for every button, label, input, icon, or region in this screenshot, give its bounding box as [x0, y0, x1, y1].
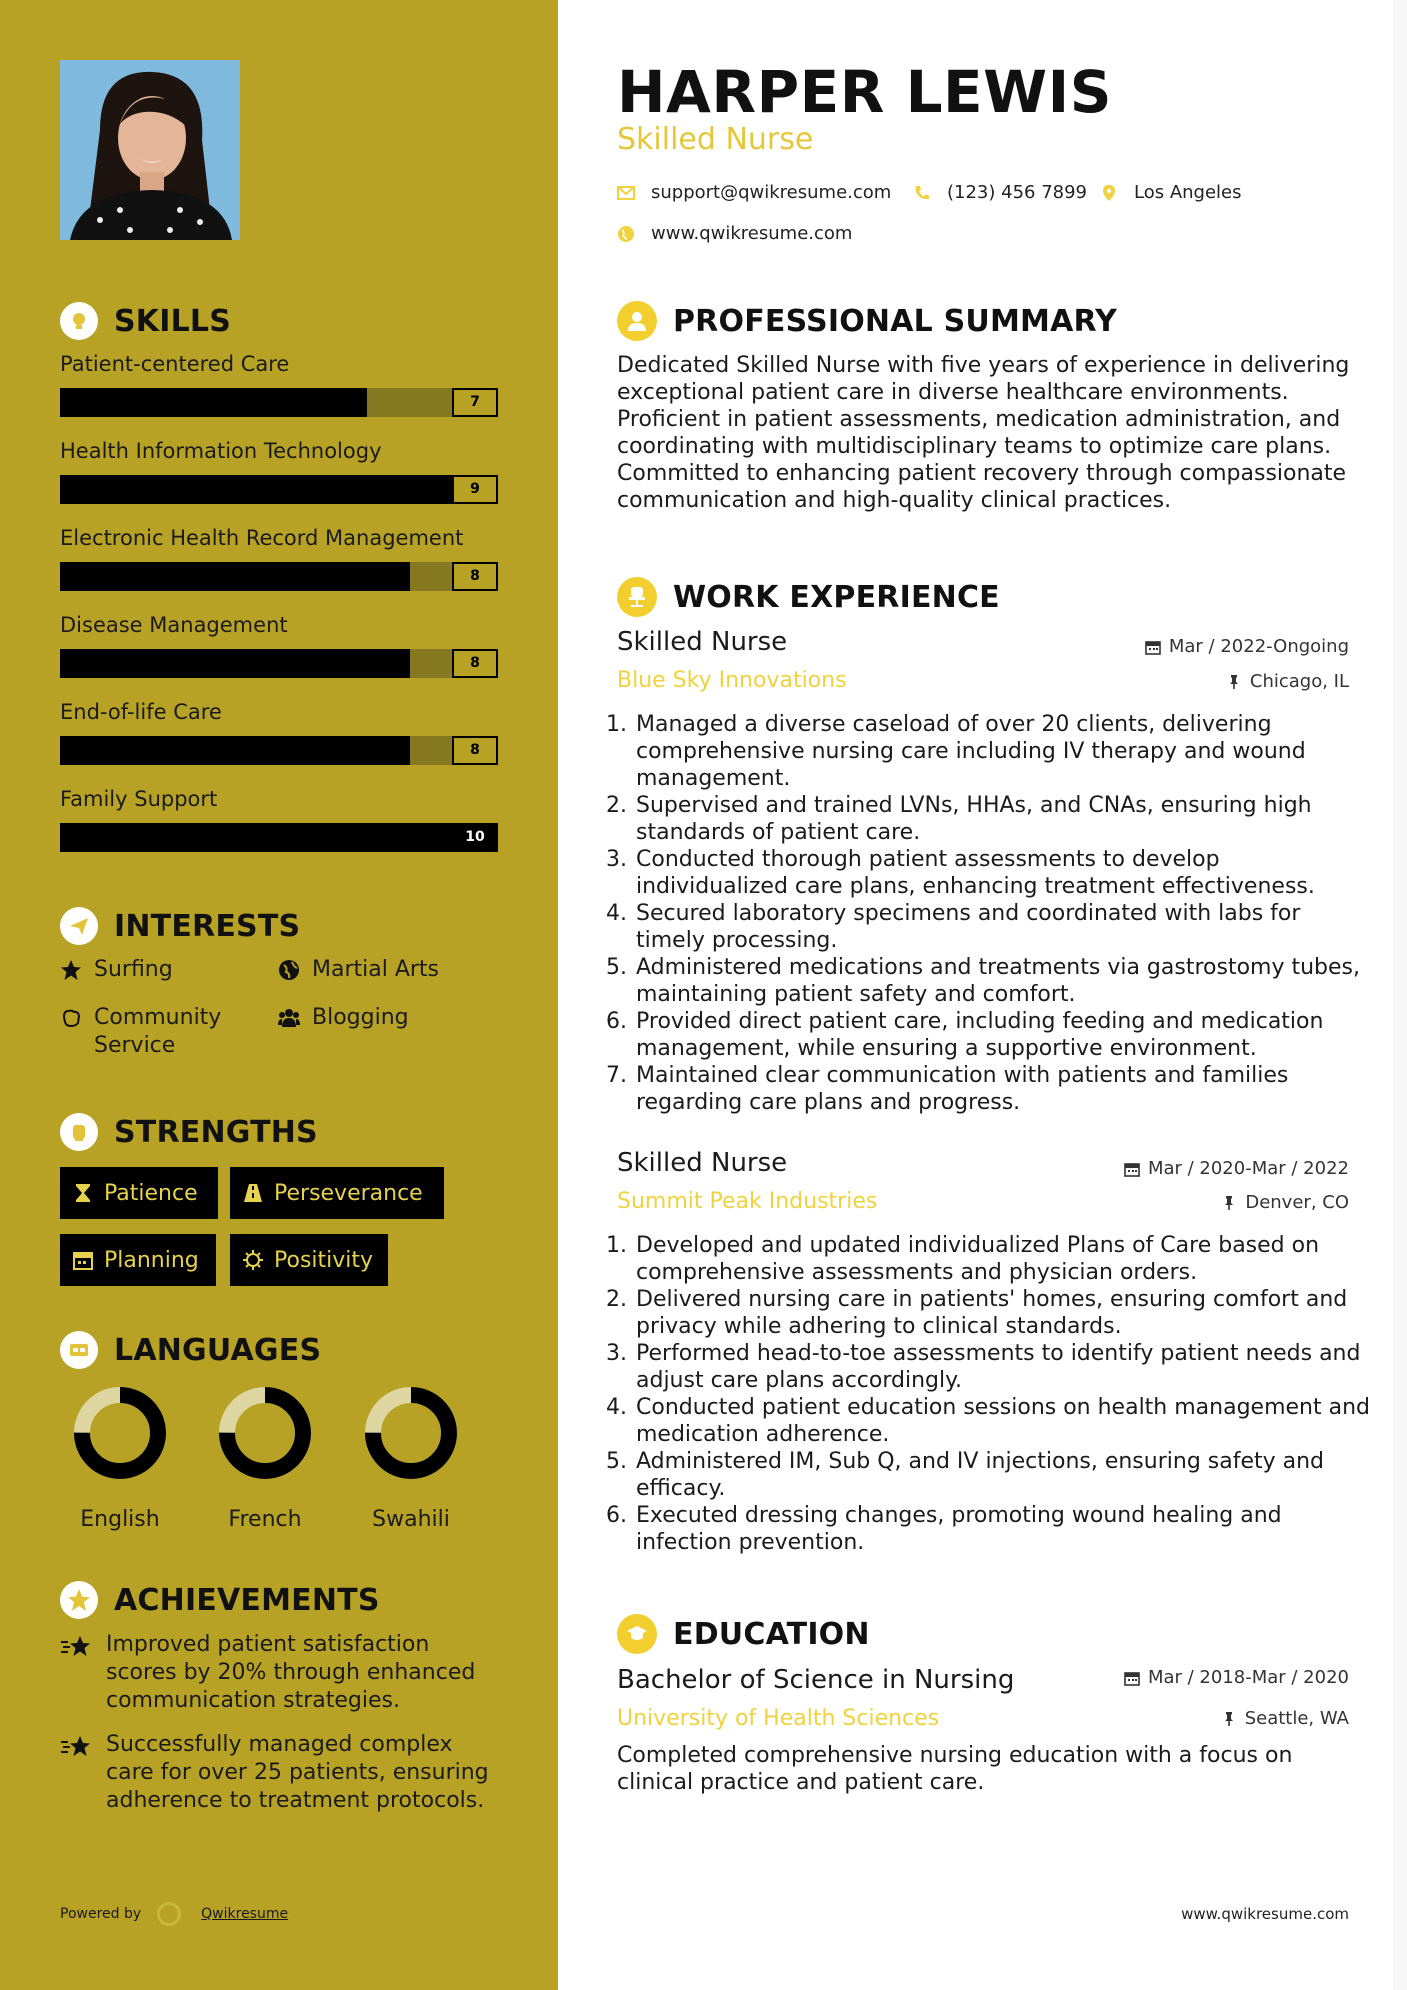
education-location	[1221, 1708, 1349, 1729]
phone-icon	[913, 184, 931, 202]
phone-text: (123) 456 7899	[947, 182, 1088, 203]
duty-item: 7. Maintained clear communication with patients and families regarding care plans and progress.	[634, 1062, 1374, 1116]
language-icon	[60, 1331, 98, 1369]
language-label: English	[80, 1507, 160, 1532]
hand-icon	[60, 1007, 82, 1029]
duty-item: 4. Secured laboratory specimens and coordinated with labs for timely processing.	[634, 900, 1374, 954]
duty-item: 1. Developed and updated individualized Plans of Care based on comprehensive assessments and physician orders.	[634, 1232, 1374, 1286]
profile-photo	[60, 60, 240, 240]
skill-bar-fill	[60, 823, 498, 852]
strength-label: Positivity	[274, 1247, 374, 1273]
language-item	[205, 1385, 325, 1532]
skill-item	[60, 352, 498, 417]
strength-tag	[230, 1234, 388, 1286]
education-heading-row	[617, 1614, 870, 1654]
skill-item	[60, 787, 498, 852]
paper-plane-icon	[60, 907, 98, 945]
globe-icon	[278, 959, 300, 981]
email-text: support@qwikresume.com	[651, 182, 892, 203]
achievement-text: Successfully managed complex care for over 25 patients, ensuring adherence to treatment protocols.	[106, 1732, 489, 1813]
skill-bar	[60, 736, 498, 765]
shooting-star-icon	[60, 1733, 92, 1761]
job-duties	[614, 1232, 1374, 1556]
qwikresume-logo-icon	[157, 1902, 181, 1926]
achievement-item	[60, 1631, 500, 1715]
hourglass-icon	[72, 1182, 94, 1204]
candidate-name: HARPER LEWIS	[617, 58, 1112, 126]
job-dates	[1145, 636, 1349, 657]
strength-label: Patience	[104, 1180, 198, 1206]
skill-bar-fill	[60, 562, 410, 591]
calendar-icon	[72, 1249, 94, 1271]
language-item	[60, 1385, 180, 1532]
skill-value: 8	[452, 649, 498, 678]
job-dates-text: Mar / 2022-Ongoing	[1168, 636, 1349, 657]
duty-item: 5. Administered IM, Sub Q, and IV injections, ensuring safety and efficacy.	[634, 1448, 1374, 1502]
skill-value: 7	[452, 388, 498, 417]
skill-bar-fill	[60, 736, 410, 765]
interest-item	[278, 1004, 472, 1032]
language-label: Swahili	[372, 1507, 450, 1532]
road-icon	[242, 1182, 264, 1204]
skill-label: End-of-life Care	[60, 700, 222, 724]
skill-bar	[60, 562, 498, 591]
job-dates	[1124, 1158, 1349, 1179]
duty-item: 5. Administered medications and treatments via gastrostomy tubes, maintaining patient safety and comfort.	[634, 954, 1374, 1008]
contact-email[interactable]	[617, 182, 891, 203]
skill-bar	[60, 823, 498, 852]
candidate-title: Skilled Nurse	[617, 122, 814, 157]
fist-icon	[60, 1113, 98, 1151]
achievements-heading: ACHIEVEMENTS	[114, 1582, 380, 1618]
interest-label: Blogging	[312, 1005, 409, 1030]
job-company: Summit Peak Industries	[617, 1189, 878, 1214]
user-icon	[617, 301, 657, 341]
interest-label: Surfing	[94, 957, 173, 982]
interest-item	[278, 956, 472, 984]
duty-item: 1. Managed a diverse caseload of over 20 clients, delivering comprehensive nursing care including IV therapy and wound management.	[634, 711, 1374, 792]
duty-item: 3. Performed head-to-toe assessments to identify patient needs and adjust care plans accordingly.	[634, 1340, 1374, 1394]
job-location	[1226, 671, 1349, 692]
language-ring	[72, 1385, 168, 1481]
duty-item: 6. Executed dressing changes, promoting wound healing and infection prevention.	[634, 1502, 1374, 1556]
interest-label: Martial Arts	[312, 957, 440, 982]
skill-item	[60, 526, 498, 591]
lightbulb-icon	[60, 302, 98, 340]
sun-icon	[242, 1249, 264, 1271]
summary-heading-row	[617, 301, 1117, 341]
duty-item: 6. Provided direct patient care, including feeding and medication management, while ensuring a supportive environment.	[634, 1008, 1374, 1062]
powered-by	[60, 1902, 288, 1926]
summary-text: Dedicated Skilled Nurse with five years of experience in delivering exceptional patient care in diverse healthcare environments. Proficient in patient assessments, medication administration, and coordinating with multidisciplinary teams to optimize care plans. Committed to enhancing patient recovery through compassionate communication and high-quality clinical practices.	[617, 353, 1350, 513]
star-icon	[60, 959, 82, 981]
language-ring	[363, 1385, 459, 1481]
skill-item	[60, 700, 498, 765]
skill-value: 8	[452, 562, 498, 591]
education-location-text: Seattle, WA	[1244, 1708, 1349, 1729]
map-pin-icon	[1100, 184, 1118, 202]
graduation-icon	[617, 1614, 657, 1654]
skills-heading-row	[60, 302, 231, 340]
experience-heading-row	[617, 577, 1000, 617]
contact-phone[interactable]	[913, 182, 1087, 203]
footer-website[interactable]: www.qwikresume.com	[1181, 1905, 1349, 1923]
office-chair-icon	[617, 577, 657, 617]
contact-location	[1100, 182, 1242, 203]
skill-label: Health Information Technology	[60, 439, 382, 463]
website-text: www.qwikresume.com	[651, 223, 853, 244]
brand-link[interactable]: Qwikresume	[201, 1906, 289, 1922]
pushpin-icon	[1226, 674, 1242, 690]
powered-by-label: Powered by	[60, 1906, 142, 1922]
interest-label: Community Service	[94, 1005, 222, 1058]
page-edge	[1393, 0, 1407, 1990]
skill-bar	[60, 649, 498, 678]
skills-heading: SKILLS	[114, 303, 232, 339]
strength-label: Planning	[104, 1247, 199, 1273]
skill-item	[60, 439, 498, 504]
duty-item: 2. Supervised and trained LVNs, HHAs, and CNAs, ensuring high standards of patient care.	[634, 792, 1374, 846]
strength-tag	[230, 1167, 444, 1219]
skill-value: 8	[452, 736, 498, 765]
skill-label: Disease Management	[60, 613, 288, 637]
calendar-icon	[1145, 639, 1161, 655]
location-text: Los Angeles	[1134, 182, 1242, 203]
skill-label: Patient-centered Care	[60, 352, 290, 376]
education-heading: EDUCATION	[673, 1616, 870, 1652]
interests-heading-row	[60, 907, 300, 945]
strengths-heading: STRENGTHS	[114, 1114, 318, 1150]
strength-tag	[60, 1234, 216, 1286]
skill-value: 10	[452, 823, 498, 852]
achievements-heading-row	[60, 1581, 380, 1619]
pushpin-icon	[1221, 1711, 1237, 1727]
contact-website[interactable]	[617, 223, 852, 244]
job-location-text: Chicago, IL	[1249, 671, 1349, 692]
school-name: University of Health Sciences	[617, 1706, 940, 1731]
pushpin-icon	[1221, 1195, 1237, 1211]
education-text: Completed comprehensive nursing education with a focus on clinical practice and patient care.	[617, 1743, 1293, 1795]
skill-label: Family Support	[60, 787, 218, 811]
interests-heading: INTERESTS	[114, 908, 301, 944]
language-ring	[217, 1385, 313, 1481]
strength-tag	[60, 1167, 218, 1219]
achievement-text: Improved patient satisfaction scores by 20% through enhanced communication strategies.	[106, 1632, 476, 1713]
duty-item: 2. Delivered nursing care in patients' homes, ensuring comfort and privacy while adhering to clinical standards.	[634, 1286, 1374, 1340]
degree-title: Bachelor of Science in Nursing	[617, 1665, 1015, 1695]
interest-item	[60, 956, 254, 984]
languages-heading: LANGUAGES	[114, 1332, 322, 1368]
job-dates-text: Mar / 2020-Mar / 2022	[1147, 1158, 1349, 1179]
duty-item: 4. Conducted patient education sessions on health management and medication adherence.	[634, 1394, 1374, 1448]
languages-heading-row	[60, 1331, 321, 1369]
strength-label: Perseverance	[274, 1180, 423, 1206]
star-badge-icon	[60, 1581, 98, 1619]
job-duties	[614, 711, 1374, 1116]
calendar-icon	[1124, 1670, 1140, 1686]
job-location-text: Denver, CO	[1245, 1192, 1349, 1213]
users-icon	[278, 1007, 300, 1029]
skill-bar-fill	[60, 649, 410, 678]
skill-bar-fill	[60, 388, 367, 417]
skill-bar	[60, 475, 498, 504]
summary-heading: PROFESSIONAL SUMMARY	[673, 303, 1118, 339]
language-label: French	[228, 1507, 302, 1532]
language-item	[351, 1385, 471, 1532]
duty-item: 3. Conducted thorough patient assessments to develop individualized care plans, enhancing treatment effectiveness.	[634, 846, 1374, 900]
interest-item	[60, 1004, 254, 1060]
experience-heading: WORK EXPERIENCE	[673, 579, 1000, 615]
education-dates-text: Mar / 2018-Mar / 2020	[1147, 1667, 1349, 1688]
education-dates	[1124, 1667, 1349, 1688]
job-title: Skilled Nurse	[617, 1148, 788, 1178]
skill-bar	[60, 388, 498, 417]
shooting-star-icon	[60, 1633, 92, 1661]
job-location	[1221, 1192, 1349, 1213]
skill-item	[60, 613, 498, 678]
skill-label: Electronic Health Record Management	[60, 526, 464, 550]
job-company: Blue Sky Innovations	[617, 668, 847, 693]
skill-value: 9	[452, 475, 498, 504]
globe-icon	[617, 225, 635, 243]
strengths-heading-row	[60, 1113, 318, 1151]
calendar-icon	[1124, 1161, 1140, 1177]
achievement-item	[60, 1731, 500, 1815]
envelope-icon	[617, 184, 635, 202]
job-title: Skilled Nurse	[617, 627, 788, 657]
skill-bar-fill	[60, 475, 454, 504]
